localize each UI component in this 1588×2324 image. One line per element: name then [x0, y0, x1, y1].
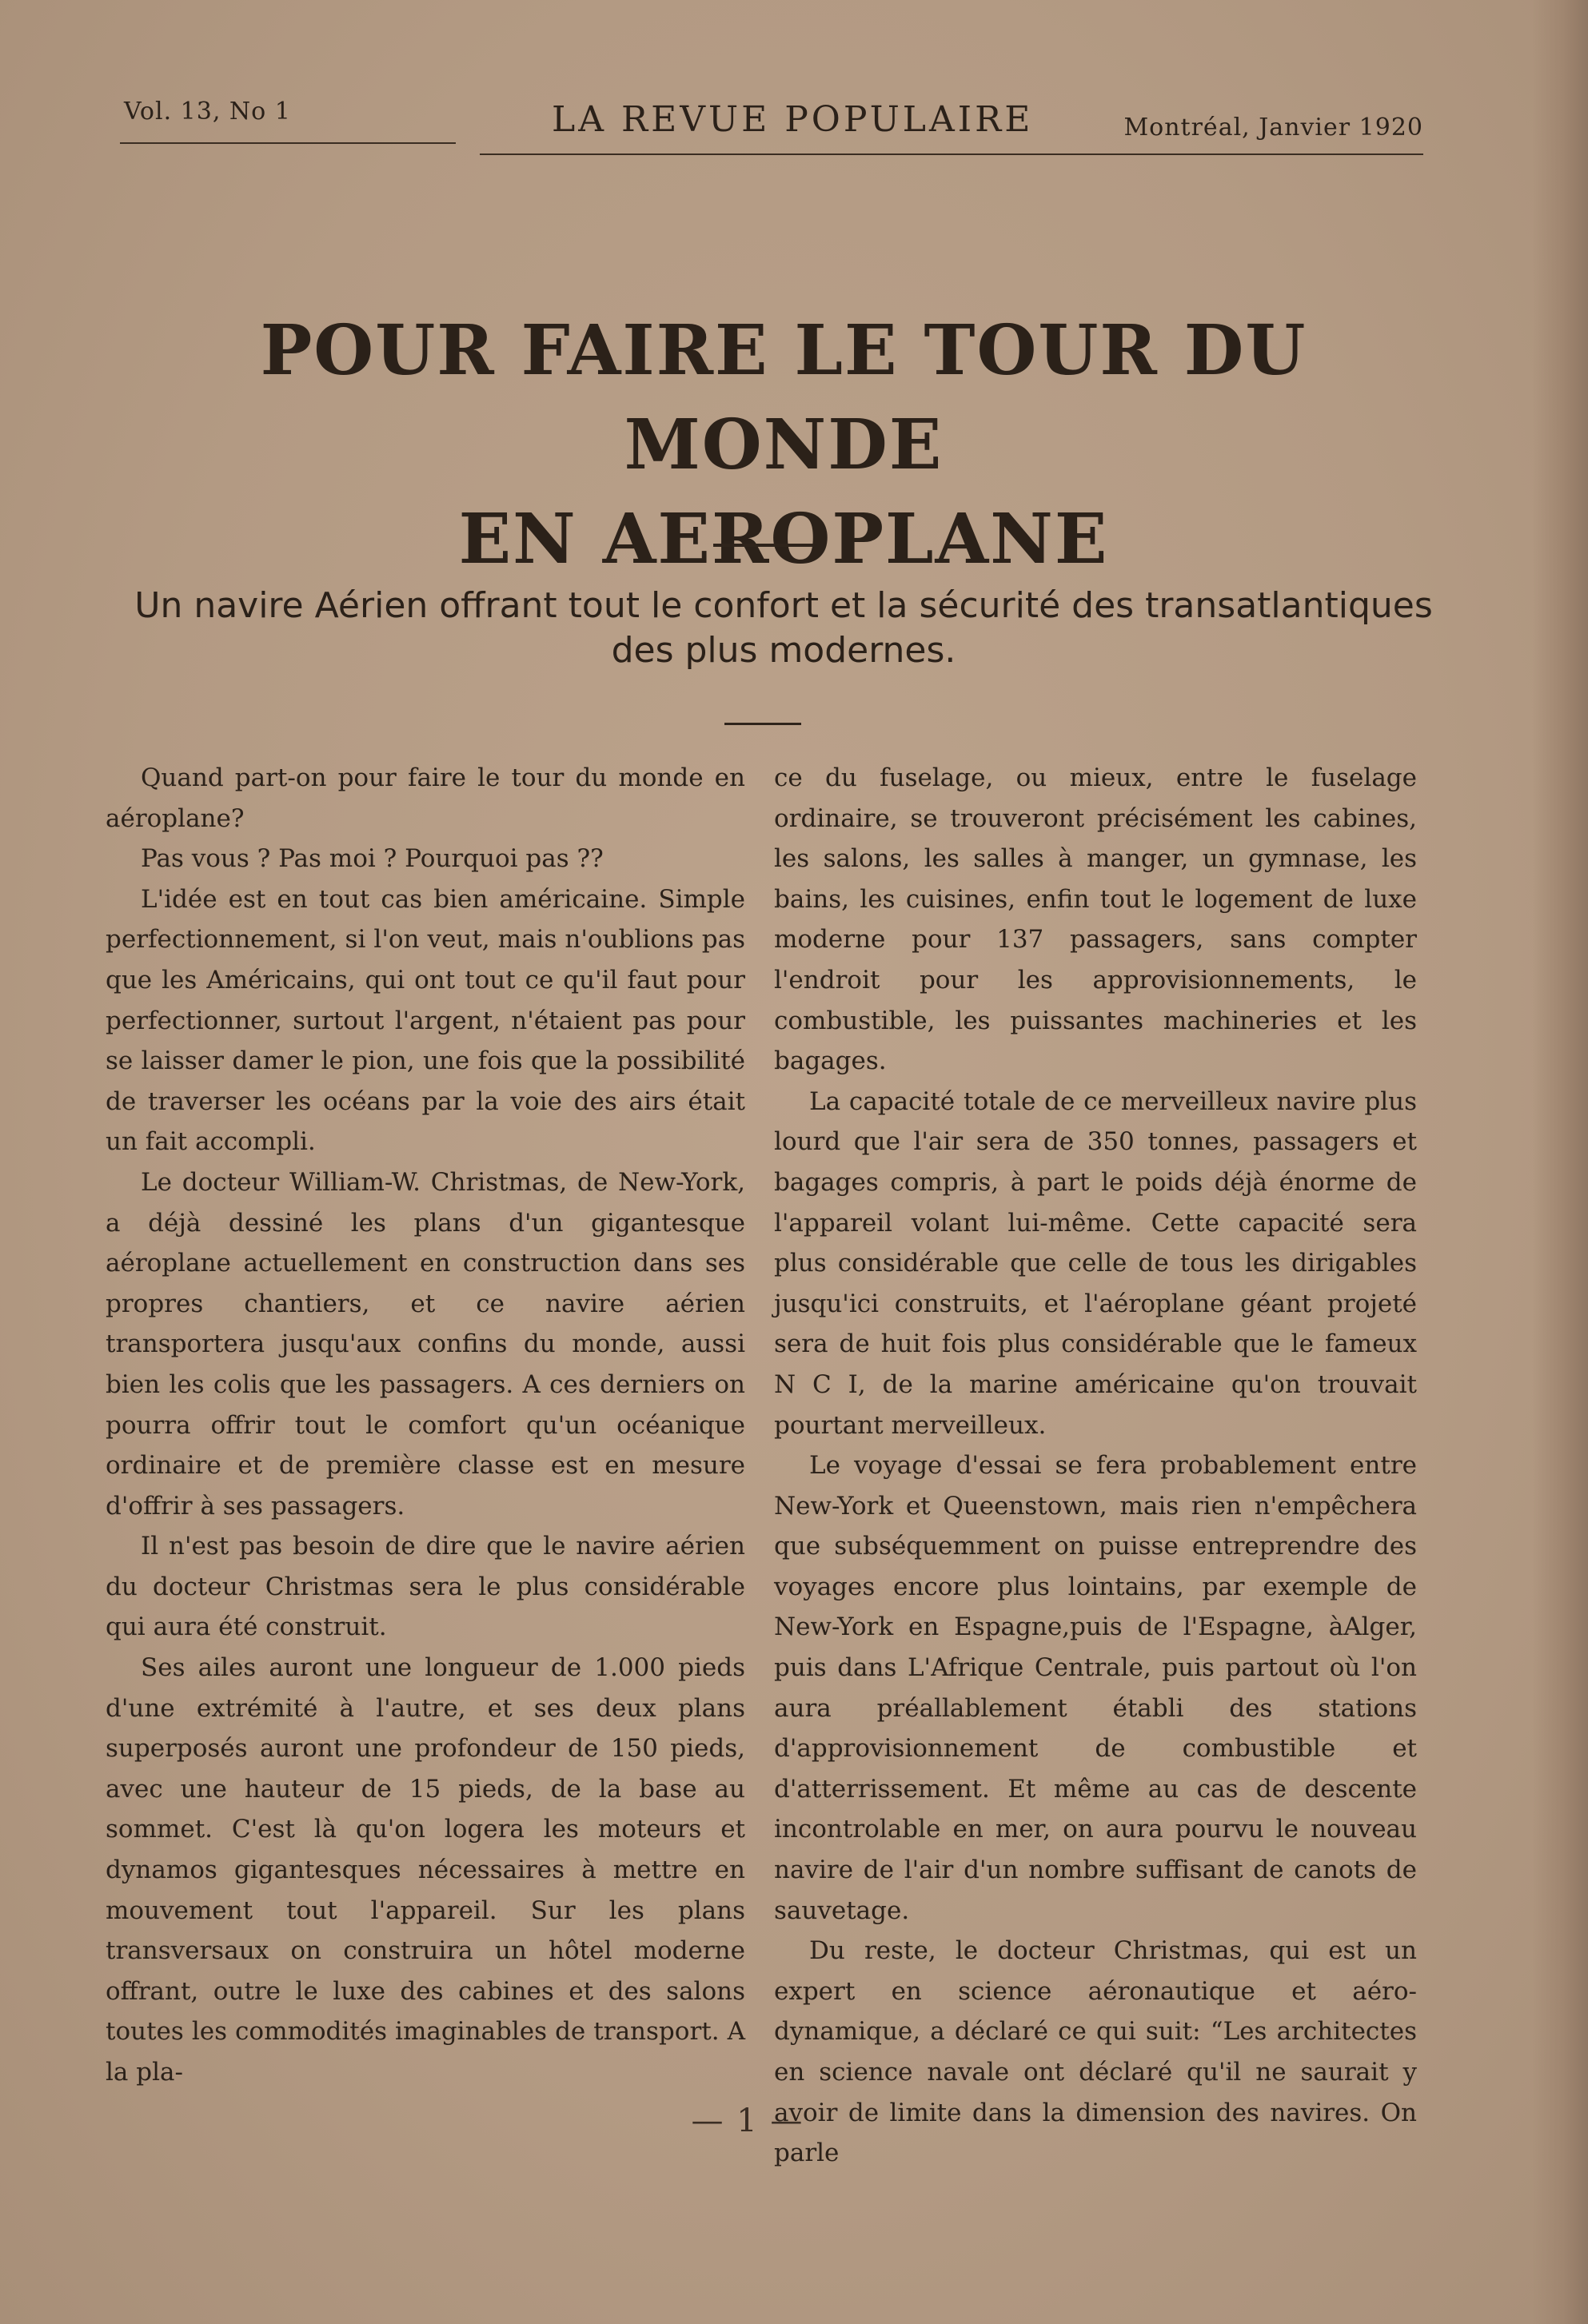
volume-number: Vol. 13, No 1	[124, 98, 291, 126]
paragraph: Le docteur William-W. Christmas, de New-York, a déjà dessiné les plans d'un gigantesque aéroplane actuellement en construction dans ses propres chantiers, et ce navire aérien transportera jusqu'aux confins du monde, aussi bien les colis que les passagers. A ces derniers on pourra offrir tout le comfort qu'un océanique ordinaire et de première classe est en mesure d'offrir à ses passagers.	[106, 1167, 745, 1521]
paragraph: Ses ailes auront une longueur de 1.000 pieds d'une extrémité à l'autre, et ses deux plans superposés auront une profondeur de 150 pieds, avec une hauteur de 15 pieds, de la base au sommet. C'est là qu'on logera les moteurs et dynamos gigantesques nécessaires à mettre en mouvement tout l'appareil. Sur les plans transversaux on construira un hôtel moderne offrant, outre le luxe des cabines et des salons toutes les commodités imaginables de transport. A la pla-	[106, 1653, 745, 2087]
title-line-1: POUR FAIRE LE TOUR DU MONDE	[260, 310, 1307, 485]
running-header	[120, 94, 1423, 158]
paragraph: Il n'est pas besoin de dire que le navire aérien du docteur Christmas sera le plus considérable qui aura été construit.	[106, 1532, 745, 1642]
text-column-right	[774, 758, 1417, 2174]
paragraph: L'idée est en tout cas bien américaine. Simple perfectionnement, si l'on veut, mais n'oublions pas que les Américains, qui ont tout ce qu'il faut pour perfectionner, surtout l'argent, n'étaient pas pour se laisser damer le pion, une fois que la possibilité de traverser les océans par la voie des airs était un fait accompli.	[106, 884, 745, 1157]
title-line-2: EN AEROPLANE	[458, 499, 1109, 580]
paragraph: Le voyage d'essai se fera probablement entre New-York et Queenstown, mais rien n'empêchera que subséquemment on puisse entreprendre des voyages encore plus lointains, par exemple de New-York en Espagne,puis de l'Espagne, àAlger, puis dans L'Afrique Centrale, puis partout où l'on aura préallablement établi des stations d'approvisionnement de combustible et d'atterrissement. Et même au cas de descente incontrolable en mer, on aura pourvu le nouveau navire de l'air d'un nombre suffisant de canots de sauvetage.	[774, 1451, 1417, 1925]
paragraph: La capacité totale de ce merveilleux navire plus lourd que l'air sera de 350 tonnes, passagers et bagages compris, à part le poids déjà énorme de l'appareil volant lui-même. Cette capacité sera plus considérable que celle de tous les dirigables jusqu'ici construits, et l'aéroplane géant projeté sera de huit fois plus considérable que le fameux N C I, de la marine américaine qu'on trouvait pourtant merveilleux.	[774, 1086, 1417, 1440]
subtitle-line-1: Un navire Aérien offrant tout le confort et la sécurité des transatlantiques	[134, 585, 1433, 626]
paragraph: Quand part-on pour faire le tour du monde en aéroplane?	[106, 763, 745, 833]
article-subtitle	[120, 584, 1447, 673]
paragraph: Du reste, le docteur Christmas, qui est un expert en science aéronautique et aéro-dynamique, a déclaré ce qui suit: “Les architectes en science navale ont déclaré qu'il ne saurait y avoir de limite dans la dimension des navires. On parle	[774, 1936, 1417, 2168]
page-folio: — 1 —	[691, 2103, 804, 2139]
paragraph: ce du fuselage, ou mieux, entre le fuselage ordinaire, se trouveront précisément les cabines, les salons, les salles à manger, un gymnase, les bains, les cuisines, enfin tout le logement de luxe moderne pour 137 passagers, sans compter l'endroit pour les approvisionnements, le combustible, les puissantes machineries et les bagages.	[774, 763, 1417, 1076]
subtitle-line-2: des plus modernes.	[611, 630, 956, 671]
page-edge-shadow	[1532, 0, 1588, 2324]
paragraph: Pas vous ? Pas moi ? Pourquoi pas ??	[141, 844, 604, 874]
title-divider	[713, 544, 813, 547]
header-rule-right	[480, 153, 1423, 155]
place-date: Montréal, Janvier 1920	[1123, 114, 1423, 142]
text-column-left	[106, 758, 745, 2093]
subtitle-divider	[724, 723, 801, 725]
publication-name: LA REVUE POPULAIRE	[552, 99, 1034, 140]
header-rule-left	[120, 142, 456, 144]
